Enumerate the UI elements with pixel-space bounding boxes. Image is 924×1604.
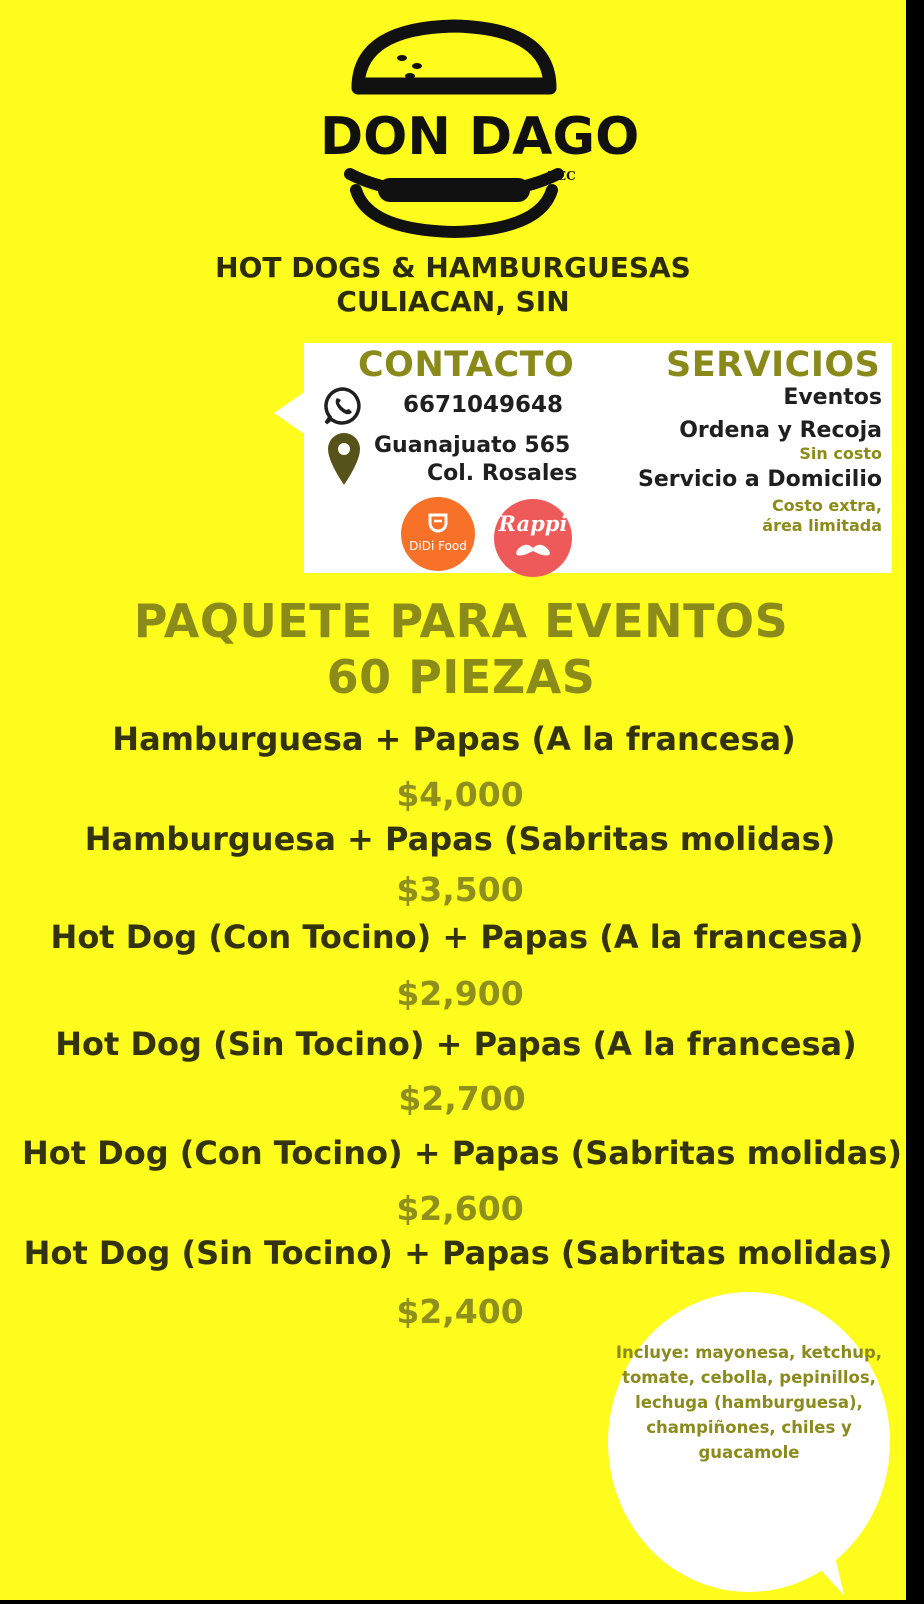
package-item-price: $4,000 [396, 775, 524, 814]
tagline-line1: HOT DOGS & HAMBURGUESAS [215, 251, 691, 284]
tagline-line2: CULIACAN, SIN [336, 285, 570, 318]
package-item-name: Hot Dog (Con Tocino) + Papas (A la francesa) [50, 918, 864, 956]
service-domicilio: Servicio a Domicilio [638, 467, 882, 492]
package-title-line1: PAQUETE PARA EVENTOS [133, 594, 789, 648]
service-eventos: Eventos [783, 385, 882, 410]
contact-phone: 6671049648 [403, 392, 564, 418]
rappi-label: Rappi [498, 511, 568, 536]
package-item-price: $2,900 [396, 974, 524, 1013]
package-item-name: Hot Dog (Sin Tocino) + Papas (A la francesa) [55, 1025, 857, 1063]
services-heading: SERVICIOS [666, 345, 881, 385]
didi-food-label: DiDi Food [409, 539, 467, 553]
logo-text: DON DAGO [320, 107, 640, 167]
package-item-price: $2,700 [398, 1079, 526, 1118]
service-domicilio-note2: área limitada [762, 516, 882, 535]
service-domicilio-note1: Costo extra, [771, 496, 882, 515]
service-ordena-recoja: Ordena y Recoja [679, 418, 882, 443]
package-item-name: Hot Dog (Sin Tocino) + Papas (Sabritas molidas) [23, 1234, 893, 1272]
rappi-badge[interactable] [494, 499, 572, 577]
logo-suffix: TEC [548, 169, 576, 183]
didi-bag-icon [427, 511, 449, 533]
don-dago-logo [318, 18, 640, 240]
package-item-price: $2,600 [396, 1189, 524, 1228]
package-title-line2: 60 PIEZAS [326, 650, 596, 704]
info-card [304, 343, 892, 573]
whatsapp-icon [322, 385, 364, 427]
service-ordena-note: Sin costo [799, 444, 882, 463]
contact-heading: CONTACTO [358, 345, 575, 385]
map-pin-icon [326, 431, 362, 487]
package-item-price: $3,500 [396, 870, 524, 909]
contact-address-line2: Col. Rosales [427, 461, 578, 486]
info-card-pointer [274, 391, 306, 435]
includes-text: Incluye: mayonesa, ketchup, tomate, cebolla, pepinillos, lechuga (hamburguesa), champiñones, chiles y guacamole [615, 1343, 883, 1462]
package-item-price: $2,400 [396, 1292, 524, 1331]
package-item-name: Hamburguesa + Papas (A la francesa) [112, 720, 796, 758]
mustache-icon [514, 543, 552, 559]
contact-address-line1: Guanajuato 565 [374, 433, 571, 458]
package-item-name: Hamburguesa + Papas (Sabritas molidas) [84, 820, 836, 858]
package-item-name: Hot Dog (Con Tocino) + Papas (Sabritas molidas) [21, 1134, 903, 1172]
didi-food-badge[interactable] [401, 497, 475, 571]
